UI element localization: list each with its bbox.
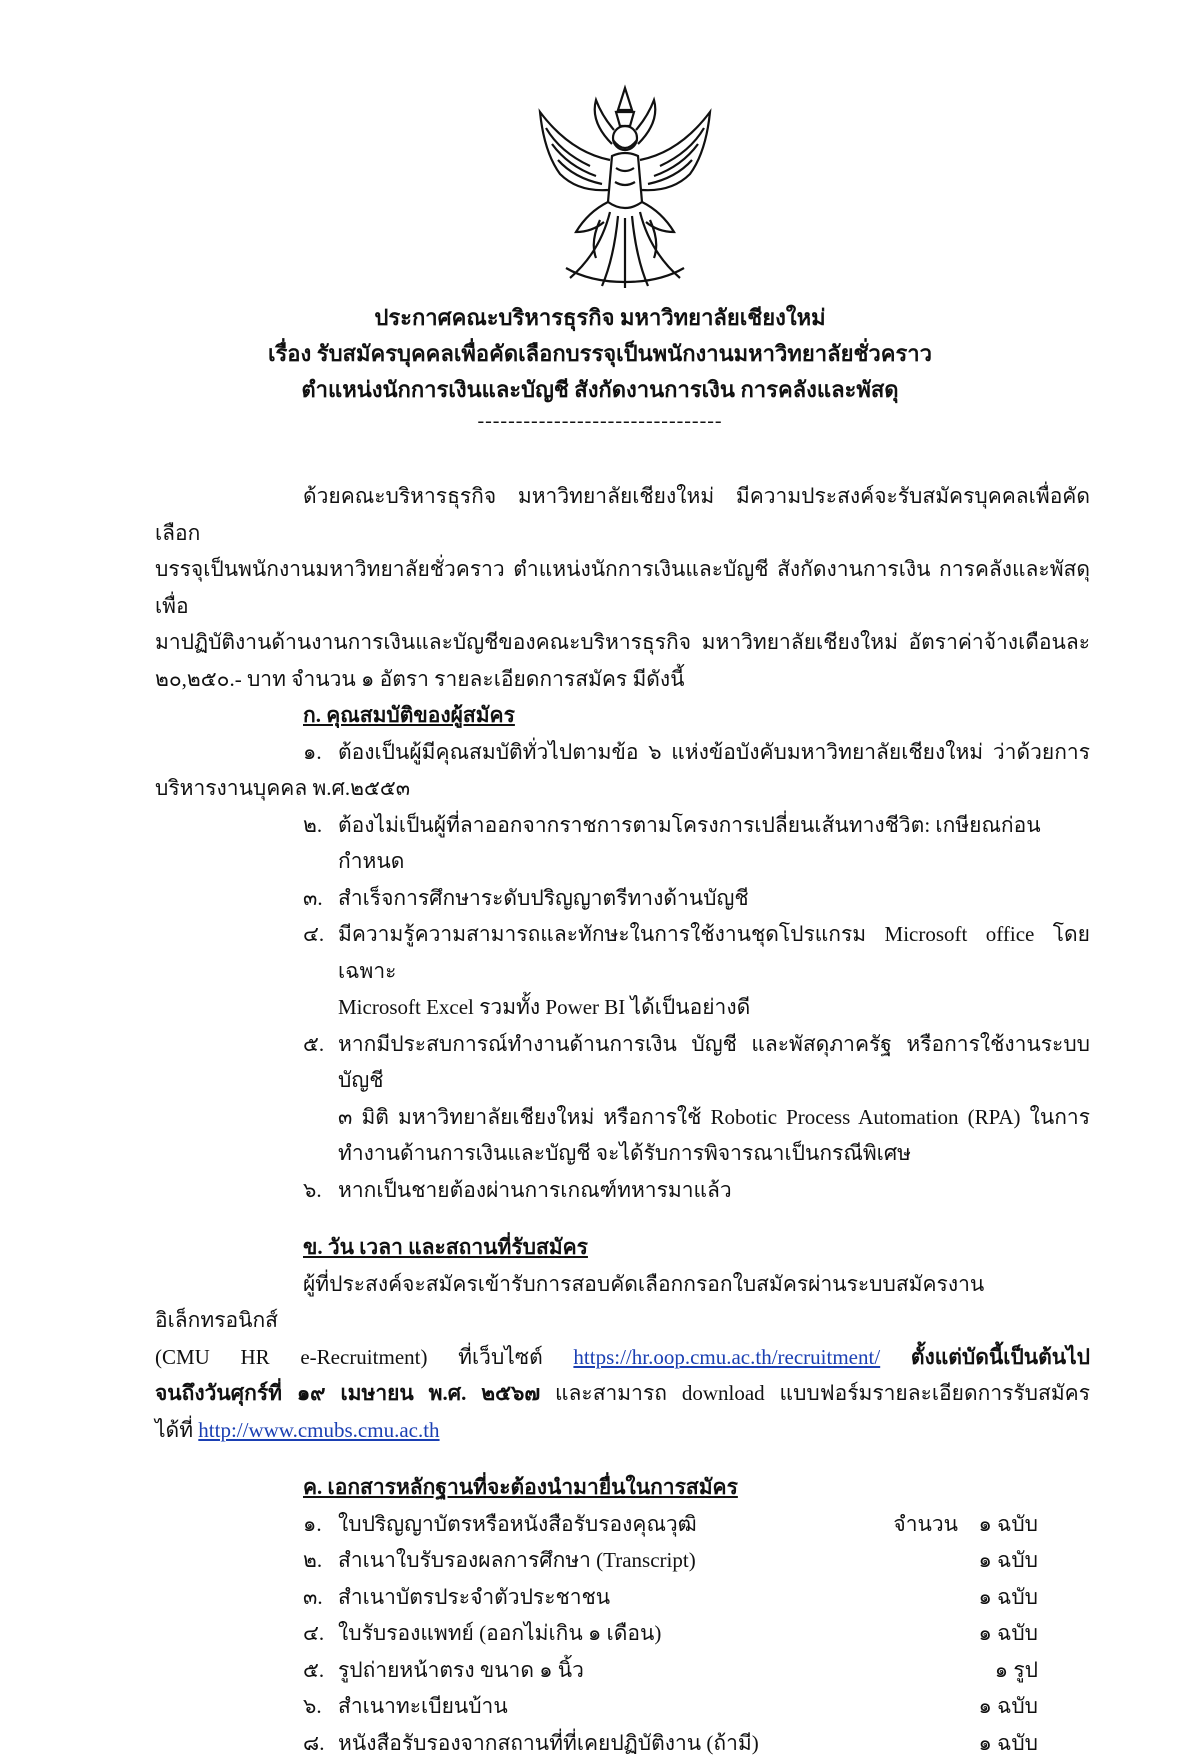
- document-name: ใบปริญญาบัตรหรือหนังสือรับรองคุณวุฒิ: [338, 1506, 888, 1543]
- item-text: หากเป็นชายต้องผ่านการเกณฑ์ทหารมาแล้ว: [338, 1172, 1090, 1209]
- title-line-3: ตำแหน่งนักการเงินและบัญชี สังกัดงานการเงิน การคลังและพัสดุ: [0, 372, 1200, 408]
- quantity-label: [888, 1725, 958, 1761]
- item-number: ๓.: [303, 880, 338, 917]
- section-c-title: ค. เอกสารหลักฐานที่จะต้องนำมายื่นในการสมัคร: [303, 1469, 1090, 1506]
- quantity-label: [888, 1652, 958, 1689]
- document-row: [303, 1506, 1038, 1543]
- document-name: สำเนาทะเบียนบ้าน: [338, 1688, 888, 1725]
- text-segment: (CMU HR e-Recruitment) ที่เว็บไซต์: [155, 1345, 573, 1369]
- document-name: รูปถ่ายหน้าตรง ขนาด ๑ นิ้ว: [338, 1652, 888, 1689]
- item-line: ๓ มิติ มหาวิทยาลัยเชียงใหม่ หรือการใช้ Robotic Process Automation (RPA) ในการ: [338, 1099, 1090, 1136]
- announcement-title: [0, 300, 1200, 408]
- list-item: [303, 734, 1090, 771]
- text-segment-bold: ตั้งแต่บัดนี้เป็นต้นไป: [880, 1345, 1090, 1369]
- item-number: ๖.: [303, 1688, 338, 1725]
- list-item: [303, 880, 1090, 917]
- title-divider: --------------------------------: [0, 410, 1200, 433]
- list-item: [303, 916, 1090, 1026]
- item-number: ๕.: [303, 1652, 338, 1689]
- item-text: ต้องเป็นผู้มีคุณสมบัติทั่วไปตามข้อ ๖ แห่งข้อบังคับมหาวิทยาลัยเชียงใหม่ ว่าด้วยการ: [338, 734, 1090, 771]
- item-number: ๕.: [303, 1026, 338, 1172]
- quantity: ๑ ฉบับ: [958, 1725, 1038, 1761]
- quantity: ๑ ฉบับ: [958, 1688, 1038, 1725]
- quantity: ๑ ฉบับ: [958, 1506, 1038, 1543]
- intro-line-1: ด้วยคณะบริหารธุรกิจ มหาวิทยาลัยเชียงใหม่ มีความประสงค์จะรับสมัครบุคคลเพื่อคัดเลือก: [155, 478, 1090, 551]
- deadline-text: จนถึงวันศุกร์ที่ ๑๙ เมษายน พ.ศ. ๒๕๖๗: [155, 1381, 540, 1405]
- quantity-label: [888, 1579, 958, 1616]
- quantity: ๑ รูป: [958, 1652, 1038, 1689]
- section-b-line-2: [155, 1339, 1090, 1376]
- document-name: สำเนาบัตรประจำตัวประชาชน: [338, 1579, 888, 1616]
- item-text: ต้องไม่เป็นผู้ที่ลาออกจากราชการตามโครงการเปลี่ยนเส้นทางชีวิต: เกษียณก่อนกำหนด: [338, 807, 1090, 880]
- document-row: [303, 1725, 1038, 1761]
- quantity-label: [888, 1542, 958, 1579]
- document-row: [303, 1542, 1038, 1579]
- section-b-title: ข. วัน เวลา และสถานที่รับสมัคร: [303, 1229, 1090, 1266]
- item-text: [338, 916, 1090, 1026]
- item-number: ๒.: [303, 1542, 338, 1579]
- list-item: [303, 807, 1090, 880]
- item-text: [338, 1026, 1090, 1172]
- recruitment-link[interactable]: https://hr.oop.cmu.ac.th/recruitment/: [573, 1345, 880, 1369]
- item-number: ๘.: [303, 1725, 338, 1761]
- item-number: ๑.: [303, 734, 338, 771]
- document-row: [303, 1688, 1038, 1725]
- document-row: [303, 1652, 1038, 1689]
- title-line-2: เรื่อง รับสมัครบุคคลเพื่อคัดเลือกบรรจุเป็นพนักงานมหาวิทยาลัยชั่วคราว: [0, 336, 1200, 372]
- item-text-continued: บริหารงานบุคคล พ.ศ.๒๕๕๓: [155, 770, 1090, 807]
- quantity-label: จำนวน: [888, 1506, 958, 1543]
- intro-line-3: มาปฏิบัติงานด้านงานการเงินและบัญชีของคณะบริหารธุรกิจ มหาวิทยาลัยเชียงใหม่ อัตราค่าจ้างเดือนละ: [155, 624, 1090, 661]
- text-segment: และสามารถ download แบบฟอร์มรายละเอียดการรับสมัคร: [540, 1381, 1090, 1405]
- quantity: ๑ ฉบับ: [958, 1542, 1038, 1579]
- item-number: ๓.: [303, 1579, 338, 1616]
- document-name: สำเนาใบรับรองผลการศึกษา (Transcript): [338, 1542, 888, 1579]
- item-number: ๔.: [303, 916, 338, 1026]
- list-item: [303, 1026, 1090, 1172]
- document-row: [303, 1615, 1038, 1652]
- document-name: หนังสือรับรองจากสถานที่ที่เคยปฏิบัติงาน (ถ้ามี): [338, 1725, 888, 1761]
- item-number: ๖.: [303, 1172, 338, 1209]
- item-number: ๔.: [303, 1615, 338, 1652]
- item-line: มีความรู้ความสามารถและทักษะในการใช้งานชุดโปรแกรม Microsoft office โดยเฉพาะ: [338, 916, 1090, 989]
- quantity: ๑ ฉบับ: [958, 1615, 1038, 1652]
- intro-line-2: บรรจุเป็นพนักงานมหาวิทยาลัยชั่วคราว ตำแหน่งนักการเงินและบัญชี สังกัดงานการเงิน การคลังและพัสดุ เพื่อ: [155, 551, 1090, 624]
- intro-line-4: ๒๐,๒๕๐.- บาท จำนวน ๑ อัตรา รายละเอียดการสมัคร มีดังนี้: [155, 661, 1090, 698]
- section-b-line-1: ผู้ที่ประสงค์จะสมัครเข้ารับการสอบคัดเลือกกรอกใบสมัครผ่านระบบสมัครงานอิเล็กทรอนิกส์: [155, 1266, 1090, 1339]
- cmubs-link[interactable]: http://www.cmubs.cmu.ac.th: [198, 1418, 439, 1442]
- item-line: หากมีประสบการณ์ทำงานด้านการเงิน บัญชี และพัสดุภาครัฐ หรือการใช้งานระบบบัญชี: [338, 1026, 1090, 1099]
- document-name: ใบรับรองแพทย์ (ออกไม่เกิน ๑ เดือน): [338, 1615, 888, 1652]
- document-row: [303, 1579, 1038, 1616]
- item-number: ๑.: [303, 1506, 338, 1543]
- item-text: สำเร็จการศึกษาระดับปริญญาตรีทางด้านบัญชี: [338, 880, 1090, 917]
- section-b-line-4: [155, 1412, 1090, 1449]
- section-b-line-3: [155, 1375, 1090, 1412]
- quantity-label: [888, 1615, 958, 1652]
- list-item: [303, 1172, 1090, 1209]
- text-segment: ได้ที่: [155, 1418, 198, 1442]
- item-line: Microsoft Excel รวมทั้ง Power BI ได้เป็นอย่างดี: [338, 989, 1090, 1026]
- title-line-1: ประกาศคณะบริหารธุรกิจ มหาวิทยาลัยเชียงใหม่: [0, 300, 1200, 336]
- item-line: ทำงานด้านการเงินและบัญชี จะได้รับการพิจารณาเป็นกรณีพิเศษ: [338, 1135, 1090, 1172]
- section-a-title: ก. คุณสมบัติของผู้สมัคร: [303, 697, 1090, 734]
- document-body: [155, 478, 1090, 1761]
- item-number: ๒.: [303, 807, 338, 880]
- quantity: ๑ ฉบับ: [958, 1579, 1038, 1616]
- garuda-emblem: [530, 82, 720, 292]
- quantity-label: [888, 1688, 958, 1725]
